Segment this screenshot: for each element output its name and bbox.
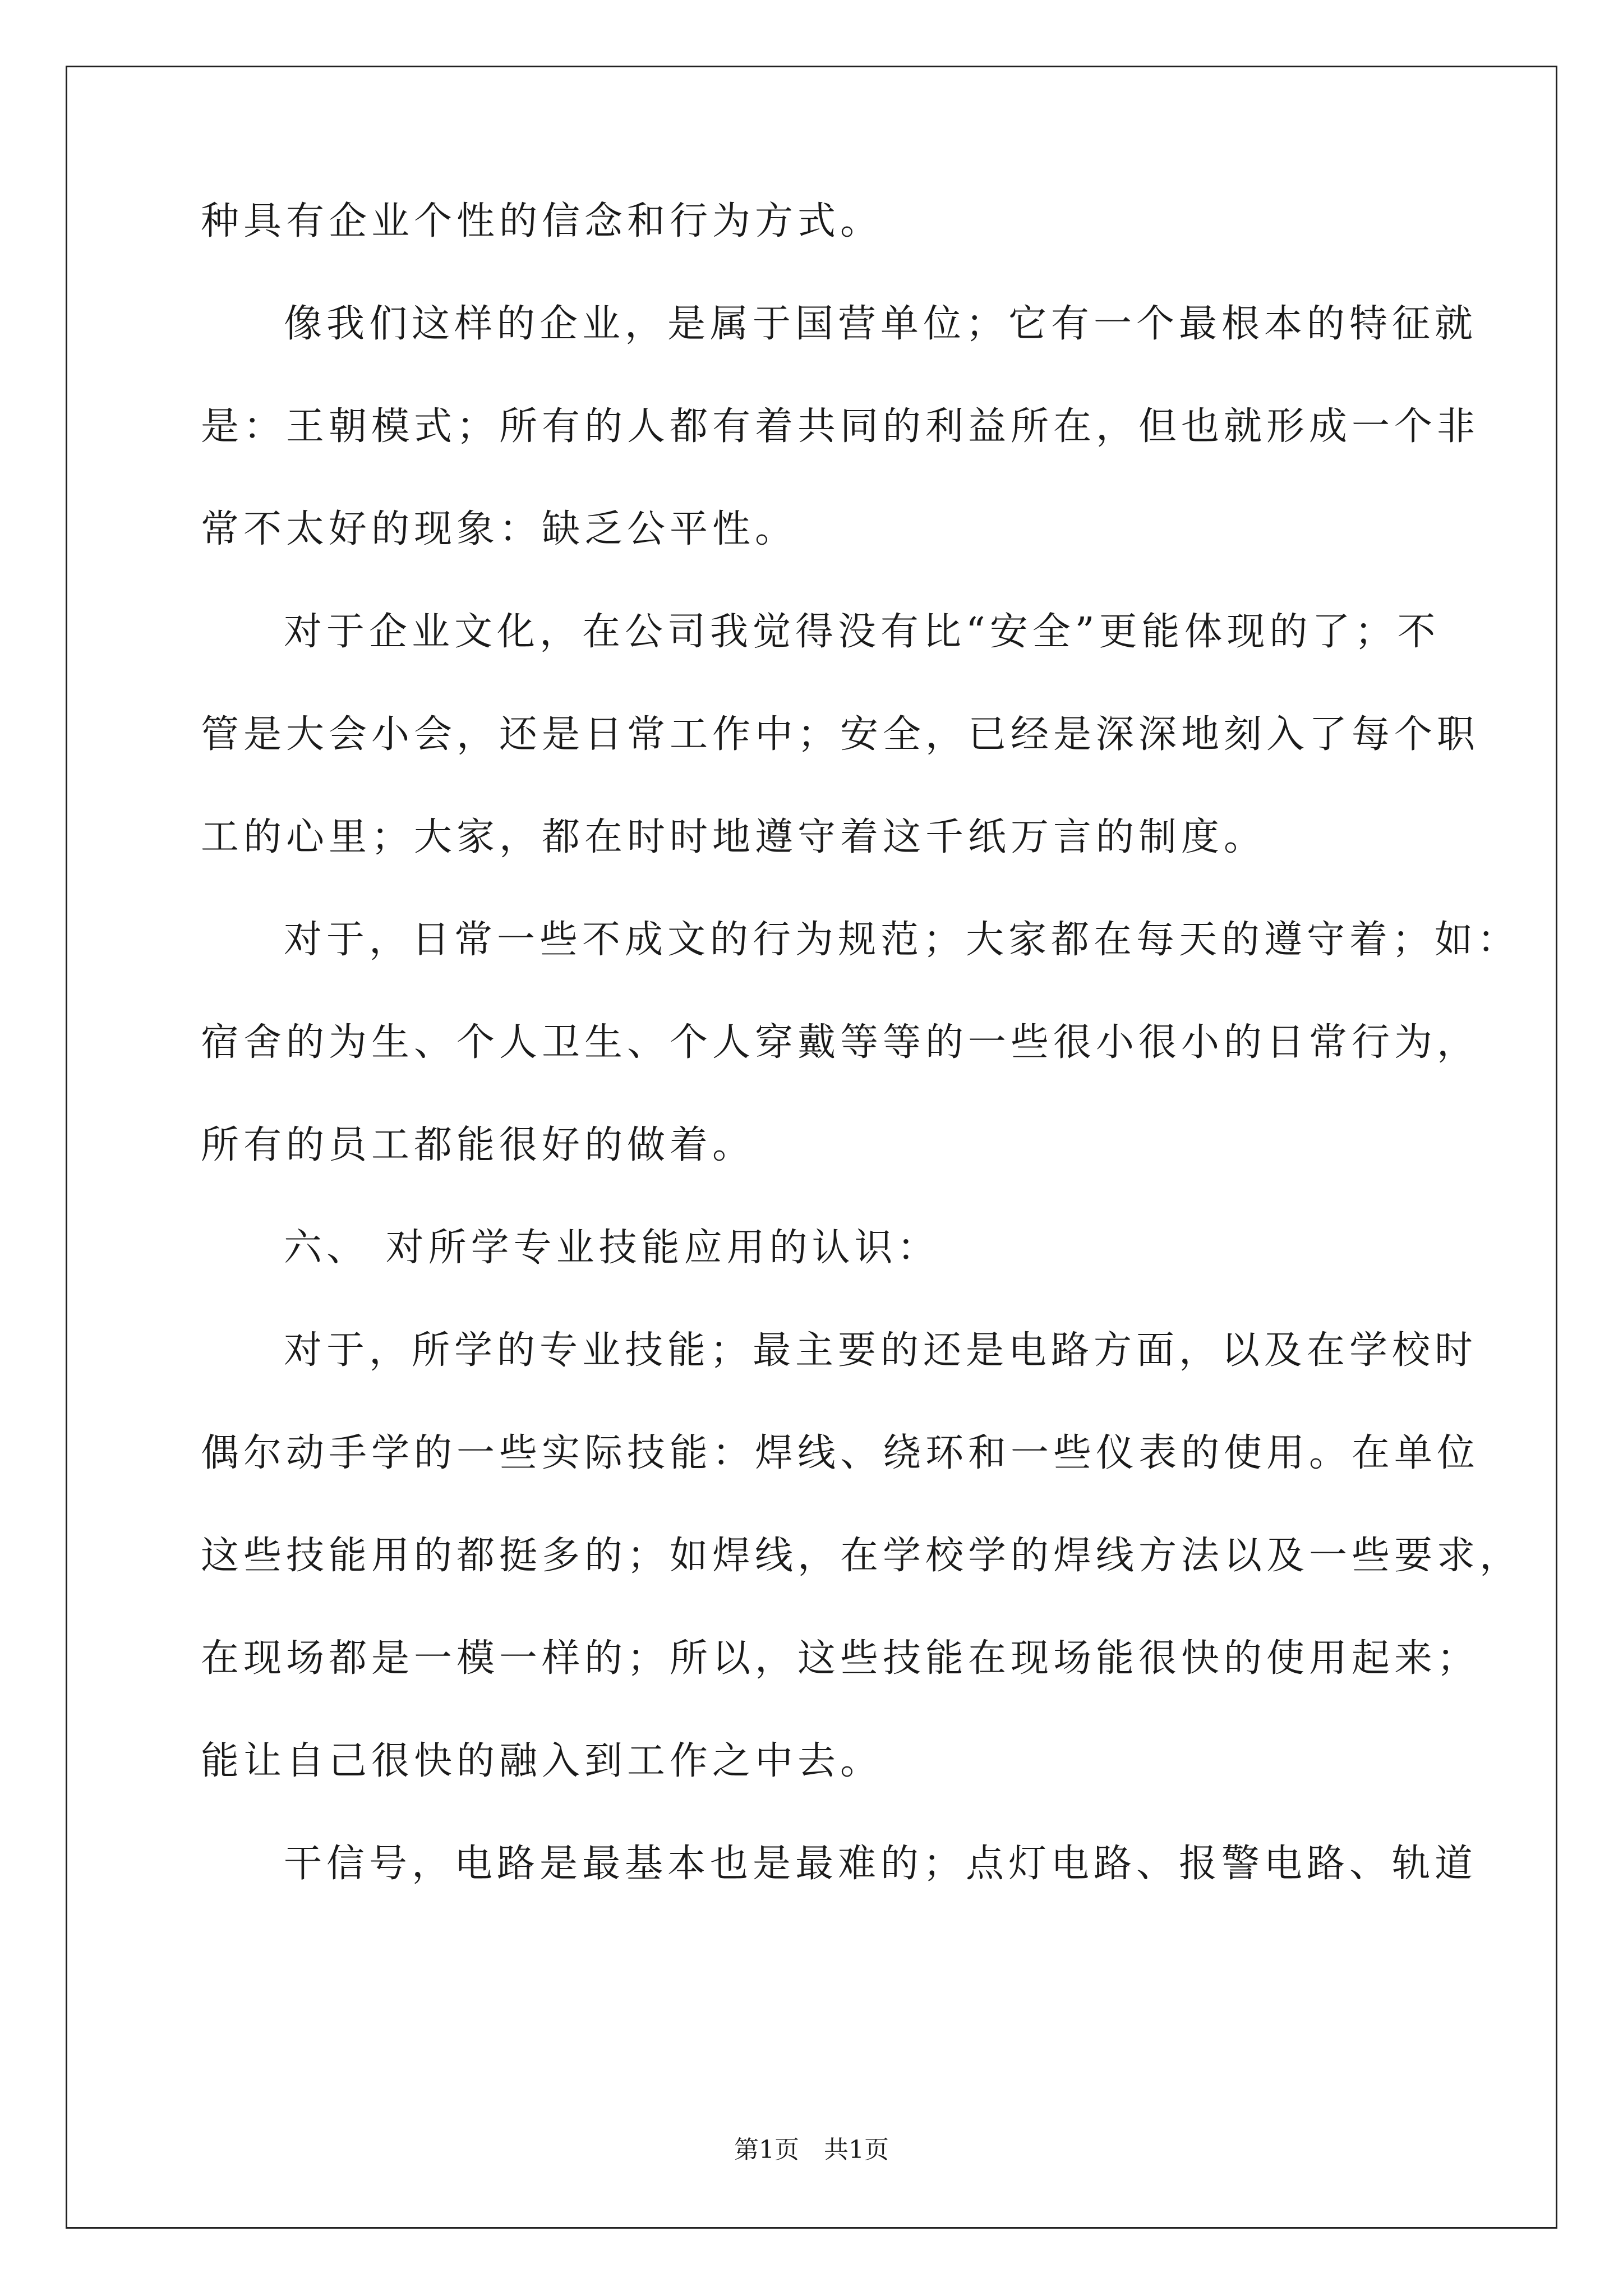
page-number: 第1页 共1页 (734, 2136, 889, 2164)
paragraph-first-line: 干信号，电路是最基本也是最难的；点灯电路、报警电路、轨道 (284, 1842, 1478, 1886)
text-line: 种具有企业个性的信念和行为方式。 (201, 199, 883, 243)
section-heading: 六、 对所学专业技能应用的认识： (284, 1226, 940, 1270)
text-line: 能让自己很快的融入到工作之中去。 (201, 1739, 883, 1783)
paragraph-first-line: 对于，所学的专业技能；最主要的还是电路方面，以及在学校时 (284, 1328, 1478, 1373)
text-line: 所有的员工都能很好的做着。 (201, 1123, 755, 1167)
text-line: 是：王朝模式；所有的人都有着共同的利益所在，但也就形成一个非 (201, 404, 1480, 449)
text-line: 在现场都是一模一样的；所以，这些技能在现场能很快的使用起来； (201, 1636, 1480, 1681)
paragraph-first-line: 对于企业文化，在公司我觉得没有比“安全”更能体现的了；不 (284, 610, 1440, 654)
paragraph-first-line: 像我们这样的企业，是属于国营单位；它有一个最根本的特征就 (284, 302, 1478, 346)
paragraph-first-line: 对于，日常一些不成文的行为规范；大家都在每天的遵守着；如： (284, 918, 1520, 962)
text-line: 工的心里；大家，都在时时地遵守着这千纸万言的制度。 (201, 815, 1267, 859)
text-line: 偶尔动手学的一些实际技能：焊线、绕环和一些仪表的使用。在单位 (201, 1431, 1480, 1475)
text-line: 这些技能用的都挺多的；如焊线，在学校学的焊线方法以及一些要求， (201, 1534, 1523, 1578)
text-line: 常不太好的现象：缺乏公平性。 (201, 507, 798, 551)
text-line: 管是大会小会，还是日常工作中；安全，已经是深深地刻入了每个职 (201, 712, 1480, 757)
text-line: 宿舍的为生、个人卫生、个人穿戴等等的一些很小很小的日常行为， (201, 1020, 1480, 1065)
